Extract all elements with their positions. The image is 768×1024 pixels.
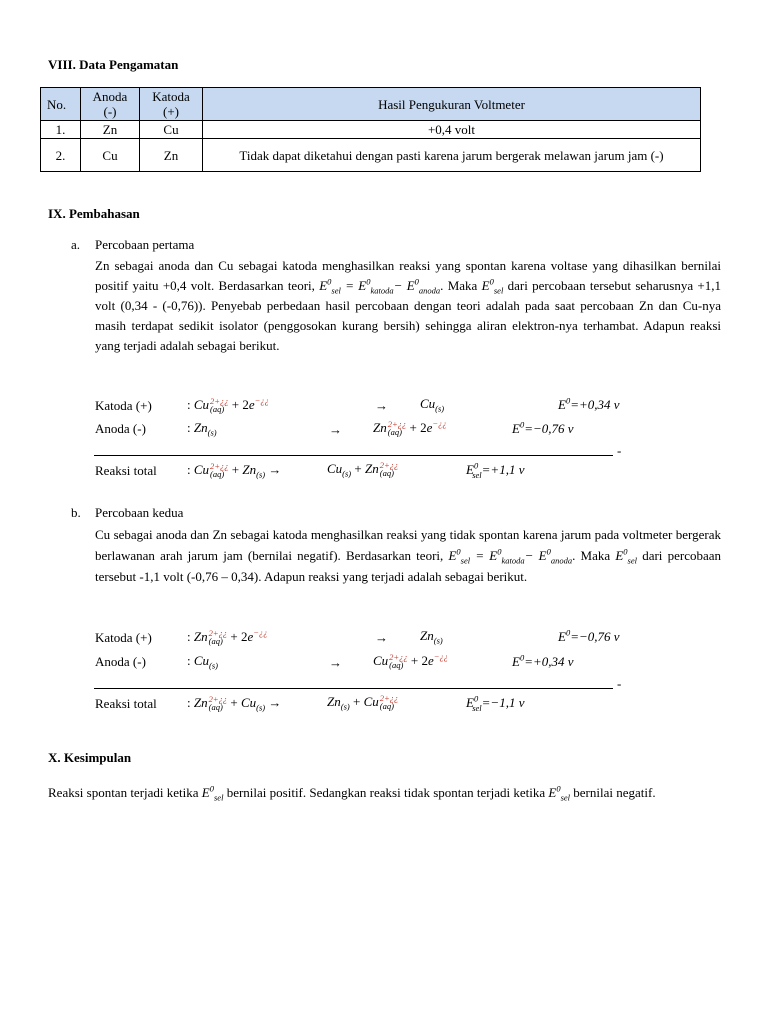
header-katoda: Katoda (+)	[140, 88, 203, 121]
header-hasil: Hasil Pengukuran Voltmeter	[203, 88, 701, 121]
formula-esel-inline: $E^0_{sel}$	[481, 276, 504, 296]
conclusion-part3: bernilai negatif.	[573, 785, 656, 800]
paragraph-a	[95, 256, 721, 356]
total-potential-b: $E^0_{sel}=-1,1$ v	[466, 693, 525, 713]
formula-esel: $E^0_{sel} = E^0_{katoda}- E^0_{anoda}$	[448, 546, 573, 566]
table-row	[41, 121, 701, 139]
paragraph-b	[95, 524, 721, 587]
anoda-potential-b: $E^0=+0,34$ v	[512, 652, 574, 669]
arrow-anoda-b: →	[329, 655, 342, 670]
arrow-anoda-a: →	[329, 422, 342, 437]
katoda-potential-a: $E^0=+0,34$ v	[558, 395, 620, 412]
formula-esel: $E^0_{sel} = E^0_{katoda}- E^0_{anoda}$	[319, 276, 441, 296]
section-title-pembahasan: IX. Pembahasan	[48, 206, 140, 221]
total-reactants-a: : Cu 2+¿¿ (aq) + $Zn_{(s)}$ →	[187, 460, 282, 480]
paragraph-a-part2: . Maka	[440, 278, 478, 293]
total-products-a: $Cu_{(s)} + Zn$ 2+¿¿ (aq)	[327, 459, 399, 479]
cell-katoda: Zn	[140, 139, 203, 172]
observation-table	[40, 87, 701, 172]
anoda-potential-a-value: =−0,76 v	[524, 421, 574, 436]
total-label-b: Reaksi total	[95, 696, 157, 711]
total-reactants-b: : Zn 2+¿¿ (aq) + $Cu_{(s)}$ →	[187, 693, 282, 713]
paragraph-b-part3: dari percobaan tersebut -1,1 volt (-0,76 – 0,34). Adapun reaksi yang terjadi adalah sebagai berikut.	[95, 548, 722, 584]
header-anoda: Anoda (-)	[81, 88, 140, 121]
list-marker-b: b.	[71, 505, 81, 520]
table-header-row	[41, 88, 701, 121]
anoda-label-a: Anoda (-)	[95, 421, 146, 436]
katoda-label-b: Katoda (+)	[95, 630, 152, 645]
minus-sign-b: -	[617, 676, 622, 691]
anoda-potential-a: $E^0=-0,76$ v	[512, 419, 574, 436]
katoda-potential-b-value: =−0,76 v	[570, 629, 620, 644]
anoda-products-b: Cu 2+¿¿ (aq) + 2e−¿¿	[373, 651, 449, 671]
total-potential-b-value: =−1,1 v	[481, 695, 525, 710]
katoda-reactants-b: : Zn 2+¿¿ (aq) + 2e−¿¿	[187, 627, 268, 647]
paragraph-b-part2: . Maka	[572, 548, 611, 563]
total-potential-a: $E^0_{sel}=+1,1$ v	[466, 460, 525, 480]
header-no: No.	[41, 88, 81, 121]
cell-no: 1.	[41, 121, 81, 139]
formula-esel-inline: $E^0_{sel}$	[615, 546, 637, 566]
katoda-label-a: Katoda (+)	[95, 398, 152, 413]
anoda-reactant-b: : $Cu_{(s)}$	[187, 653, 219, 671]
minus-sign-a: -	[617, 443, 622, 458]
total-label-a: Reaksi total	[95, 463, 157, 478]
anoda-products-a: Zn 2+¿¿ (aq) + 2e−¿¿	[373, 418, 447, 438]
katoda-product-b: $Zn_{(s)}$	[420, 628, 443, 646]
section-title-data-pengamatan: VIII. Data Pengamatan	[48, 57, 179, 72]
cell-anoda: Cu	[81, 139, 140, 172]
katoda-potential-b: $E^0=-0,76$ v	[558, 627, 620, 644]
cell-katoda: Cu	[140, 121, 203, 139]
cell-no: 2.	[41, 139, 81, 172]
divider-b	[94, 688, 613, 689]
total-products-b: $Zn_{(s)} + Cu$ 2+¿¿ (aq)	[327, 692, 399, 712]
anoda-label-b: Anoda (-)	[95, 654, 146, 669]
anoda-potential-b-value: =+0,34 v	[524, 654, 574, 669]
conclusion-part1: Reaksi spontan terjadi ketika	[48, 785, 199, 800]
katoda-product-a: $Cu_{(s)}$	[420, 396, 445, 414]
katoda-potential-a-value: =+0,34 v	[570, 397, 620, 412]
cell-hasil: +0,4 volt	[203, 121, 701, 139]
cell-hasil: Tidak dapat diketahui dengan pasti karena jarum bergerak melawan jarum jam (-)	[203, 139, 701, 172]
formula-esel-inline: $E^0_{sel}$	[548, 783, 571, 803]
list-marker-a: a.	[71, 237, 81, 252]
conclusion-paragraph	[48, 782, 721, 803]
section-title-kesimpulan: X. Kesimpulan	[48, 750, 132, 765]
table-row	[41, 139, 701, 172]
divider-a	[94, 455, 613, 456]
paragraph-a-part1: Zn sebagai anoda dan Cu sebagai katoda menghasilkan reaksi yang spontan karena voltase yang dihasilkan bernilai positif yaitu +0,4 volt. Berdasarkan teori,	[95, 258, 721, 293]
katoda-reactants-a: : Cu 2+¿¿ (aq) + 2e−¿¿	[187, 395, 269, 415]
anoda-reactant-a: : $Zn_{(s)}$	[187, 420, 217, 438]
cell-anoda: Zn	[81, 121, 140, 139]
paragraph-a-part3: dari percobaan tersebut seharusnya +1,1 volt (0,34 - (-0,76)). Penyebab perbedaan hasil percobaan dengan teori adalah pada saat percobaan Zn dan Cu-nya masih terdapat sedikit isolator (penggosokan kurang bersih) sehingga aliran elektron-nya terhambat. Adapun reaksi yang terjadi adalah sebagai berikut.	[95, 278, 722, 353]
conclusion-part2: bernilai positif. Sedangkan reaksi tidak spontan terjadi ketika	[226, 785, 546, 800]
formula-esel-inline: $E^0_{sel}$	[201, 783, 224, 803]
paragraph-b-part1: Cu sebagai anoda dan Zn sebagai katoda menghasilkan reaksi yang tidak spontan karena jarum pada voltmeter bergerak berlawanan arah jarum jam (bernilai negatif). Berdasarkan teori,	[95, 527, 721, 563]
arrow-katoda-b: →	[375, 630, 388, 645]
total-potential-a-value: =+1,1 v	[481, 462, 525, 477]
subsection-title-a: Percobaan pertama	[95, 237, 195, 252]
arrow-katoda-a: →	[375, 398, 388, 413]
subsection-title-b: Percobaan kedua	[95, 505, 184, 520]
